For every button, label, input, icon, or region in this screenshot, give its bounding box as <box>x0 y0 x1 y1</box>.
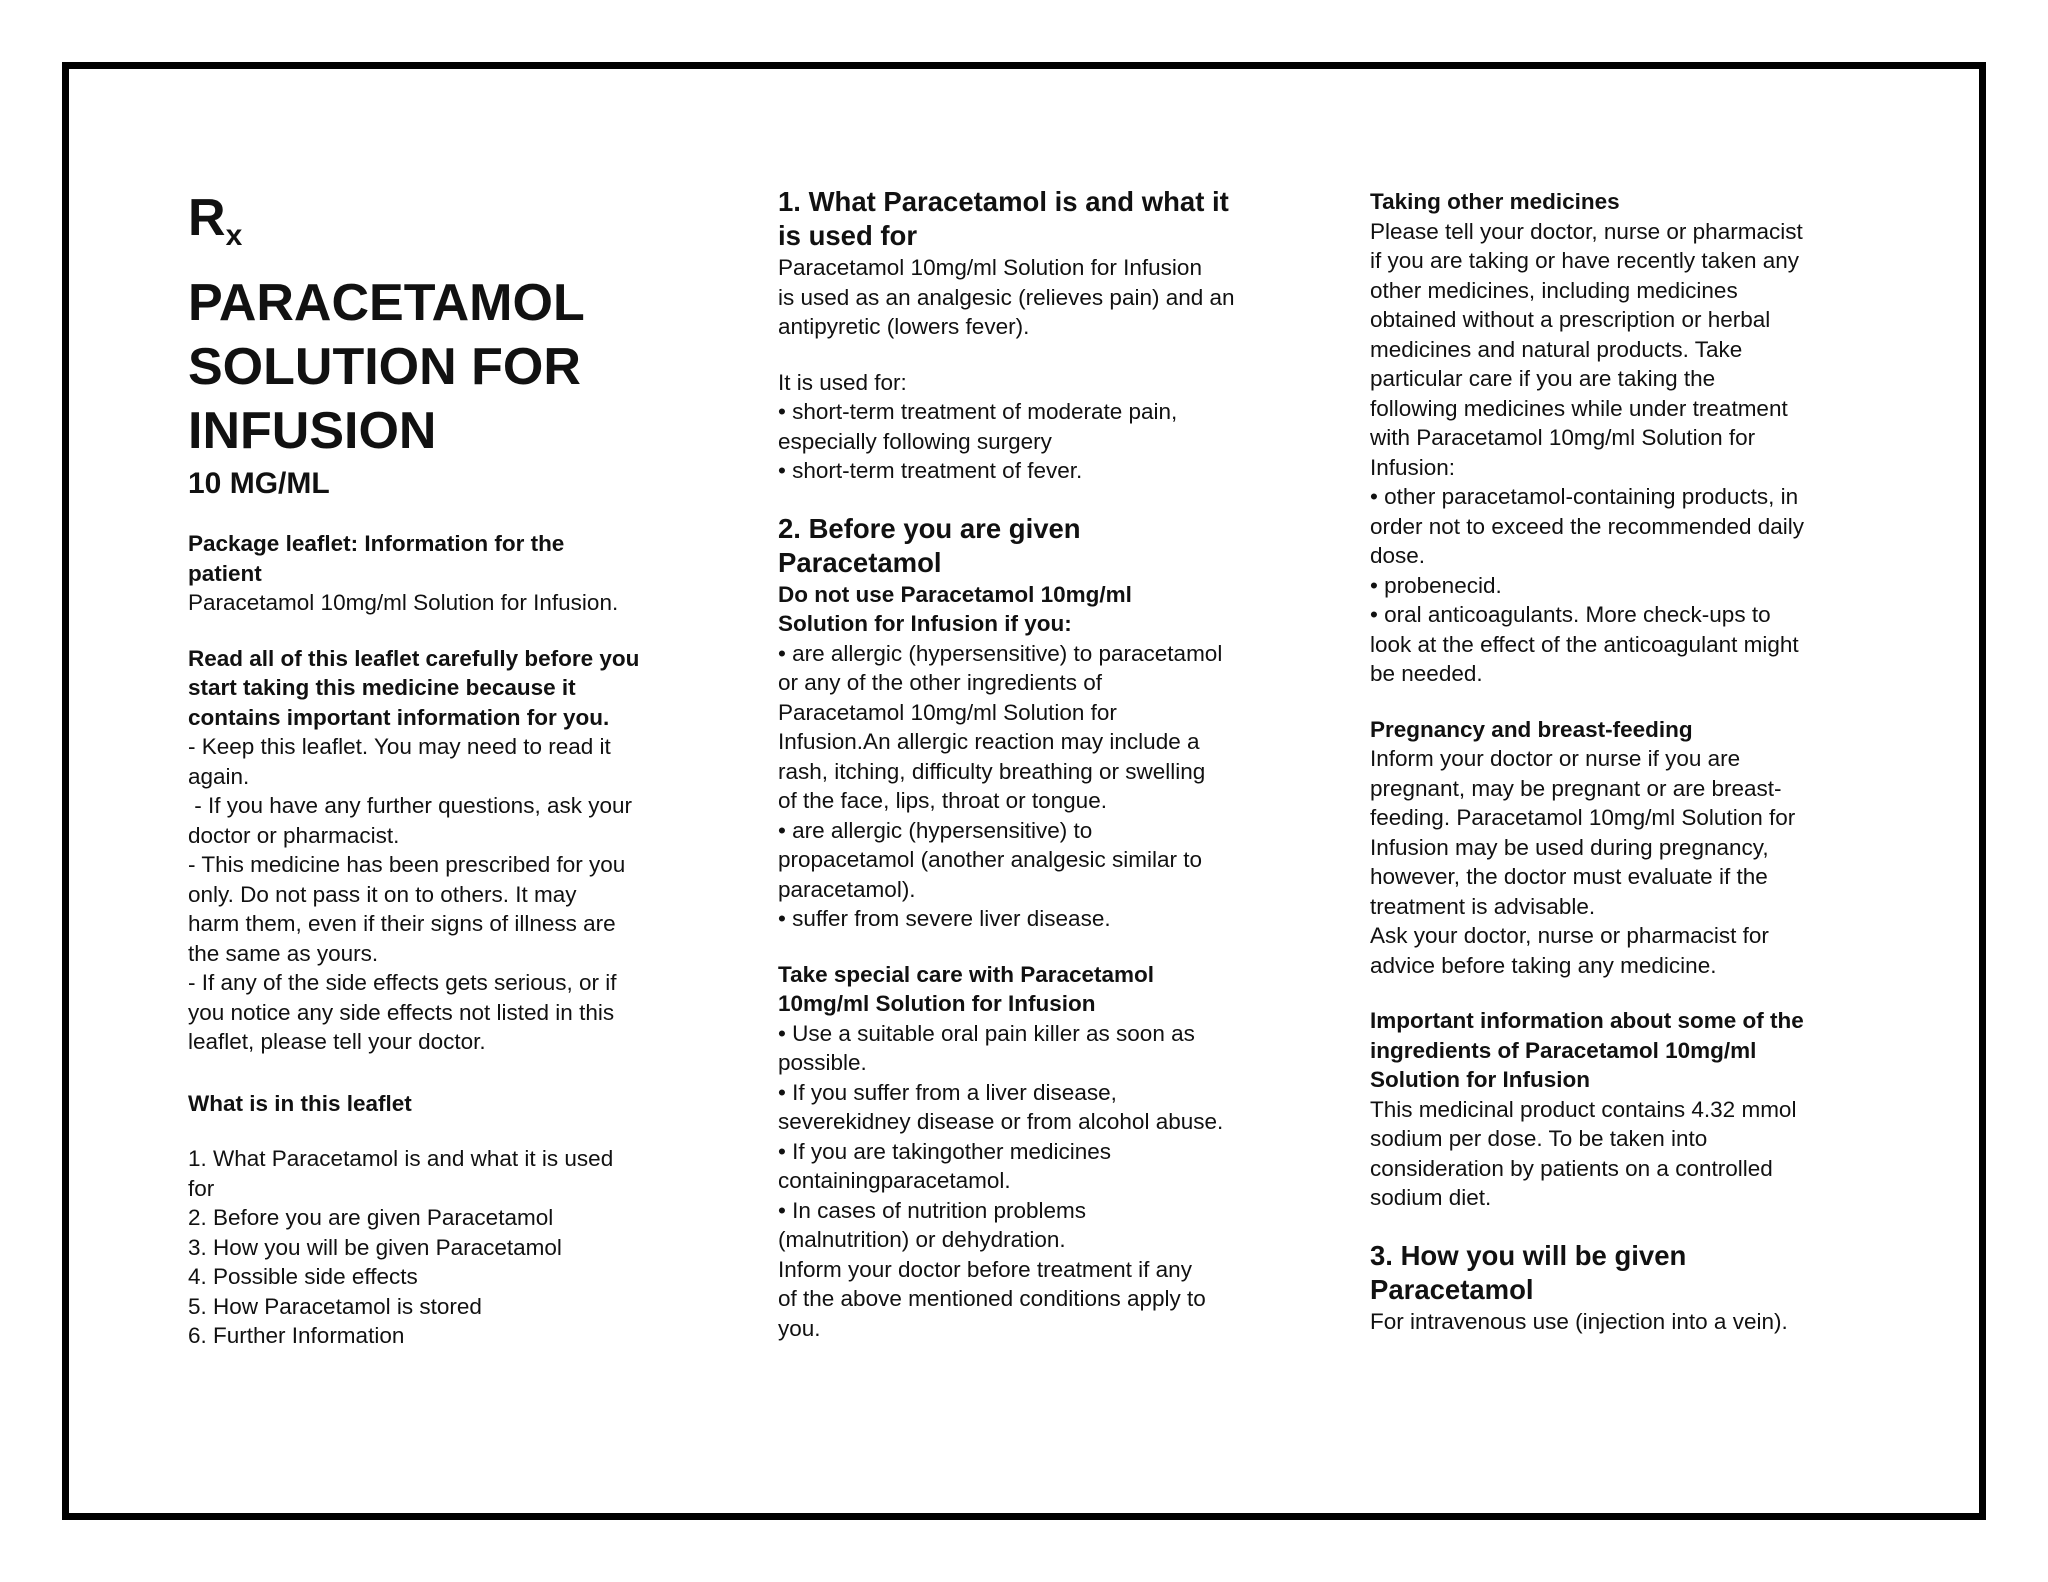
column-middle <box>778 185 1298 1343</box>
contents-item: 5. How Paracetamol is stored <box>188 1293 482 1319</box>
contents-item: 3. How you will be given Paracetamol <box>188 1234 562 1260</box>
contents-item: 1. What Paracetamol is and what it is used <box>188 1146 614 1171</box>
advice-line: only. Do not pass it on to others. It may <box>188 881 577 907</box>
section-2: 2. Before you are given Paracetamol Do not use Paracetamol 10mg/ml Solution for Infusion if you: • are allergic (hypersensitive) to paracetamol or any of the other ingredients of Paracetamol 10mg/ml Solution for Infusion.An allergic reaction may include a rash, itching, difficulty breathing or swelling of the face, lips, throat or tongue. • are allergic (hypersensitive) to propacetamol (another analgesic similar to paracetamol). • suffer from severe liver disease. <box>778 512 1298 934</box>
pregnancy-section: Pregnancy and breast-feeding Inform your doctor or nurse if you are pregnant, may be pregnant or are breast- feeding. Paracetamol 10mg/ml Solution for Infusion may be used during pregnancy, however, the doctor must evaluate if the treatment is advisable. Ask your doctor, nurse or pharmacist for advice before taking any medicine. <box>1370 716 1796 978</box>
column-right <box>1370 187 1890 1336</box>
section-1-heading: 1. What Paracetamol is and what it <box>778 186 1229 217</box>
advice-line: harm them, even if their signs of illness are <box>188 911 616 936</box>
ingredients-section: Important information about some of the ingredients of Paracetamol 10mg/ml Solution for Infusion This medicinal product contains 4.32 mmol sodium per dose. To be taken into consideration by patients on a controlled sodium diet. <box>1370 1008 1804 1210</box>
product-strength: 10 MG/ML <box>188 467 330 500</box>
advice-line: you notice any side effects not listed in this <box>188 999 615 1025</box>
contents-item: 6. Further Information <box>188 1323 405 1348</box>
advice-line: - This medicine has been prescribed for you <box>188 852 626 877</box>
contents-item: 4. Possible side effects <box>188 1264 418 1289</box>
section-1: 1. What Paracetamol is and what it is used for Paracetamol 10mg/ml Solution for Infusion is used as an analgesic (relieves pain) and an antipyretic (lowers fever). It is used for: • short-term treatment of moderate pain, especially following surgery • short-term treatment of fever. <box>778 185 1298 486</box>
section-3: 3. How you will be given Paracetamol For intravenous use (injection into a vein). <box>1370 1239 1890 1337</box>
contents-item: for <box>188 1175 215 1201</box>
package-leaflet-section: Package leaflet: Information for the patient Paracetamol 10mg/ml Solution for Infusion. <box>188 531 619 615</box>
column-left <box>188 185 708 1351</box>
contents-heading: What is in this leaflet <box>188 1090 412 1116</box>
special-care-section: Take special care with Paracetamol 10mg/ml Solution for Infusion • Use a suitable oral pain killer as soon as possible. • If you suffer from a liver disease, severekidney disease or from alcohol abuse. • If you are takingother medicines containingparacetamol. • In cases of nutrition problems (malnutrition) or dehydration. Inform your doctor before treatment if any of the above mentioned conditions apply to you. <box>778 961 1224 1341</box>
advice-line: again. <box>188 763 250 789</box>
other-medicines-section: Taking other medicines Please tell your doctor, nurse or pharmacist if you are taking or have recently taken any other medicines, including medicines obtained without a prescription or herbal medicines and natural products. Take particular care if you are taking the following medicines while under treatment with Paracetamol 10mg/ml Solution for Infusion: • other paracetamol-containing products, in order not to exceed the recommended daily dose. • probenecid. • oral anticoagulants. More check-ups to look at the effect of the anticoagulant might be needed. <box>1370 189 1805 686</box>
advice-line: - If you have any further questions, ask your <box>188 793 632 818</box>
product-title: PARACETAMOL SOLUTION FOR INFUSION <box>188 274 585 460</box>
rx-symbol: $R_x$ <box>188 189 243 252</box>
advice-line: the same as yours. <box>188 940 379 966</box>
section-3-heading: 3. How you will be given <box>1370 1239 1687 1271</box>
advice-line: - If any of the side effects gets serious, or if <box>188 970 617 995</box>
advice-line: doctor or pharmacist. <box>188 822 400 848</box>
read-leaflet-section: Read all of this leaflet carefully before you start taking this medicine because it contains important information for you. - Keep this leaflet. You may need to read it again. - If you have any further questions, ask your doctor or pharmacist. - This medicine has been prescribed for you only. Do not pass it on to others. It may harm them, even if their signs of illness are the same as yours. - If any of the side effects gets serious, or if you notice any side effects not listed in this leaflet, please tell your doctor. <box>188 644 708 1057</box>
advice-line: - Keep this leaflet. You may need to read it <box>188 734 611 759</box>
advice-line: leaflet, please tell your doctor. <box>188 1029 486 1054</box>
section-2-heading: 2. Before you are given <box>778 512 1081 544</box>
contents-section <box>188 1089 708 1351</box>
contents-item: 2. Before you are given Paracetamol <box>188 1205 554 1230</box>
